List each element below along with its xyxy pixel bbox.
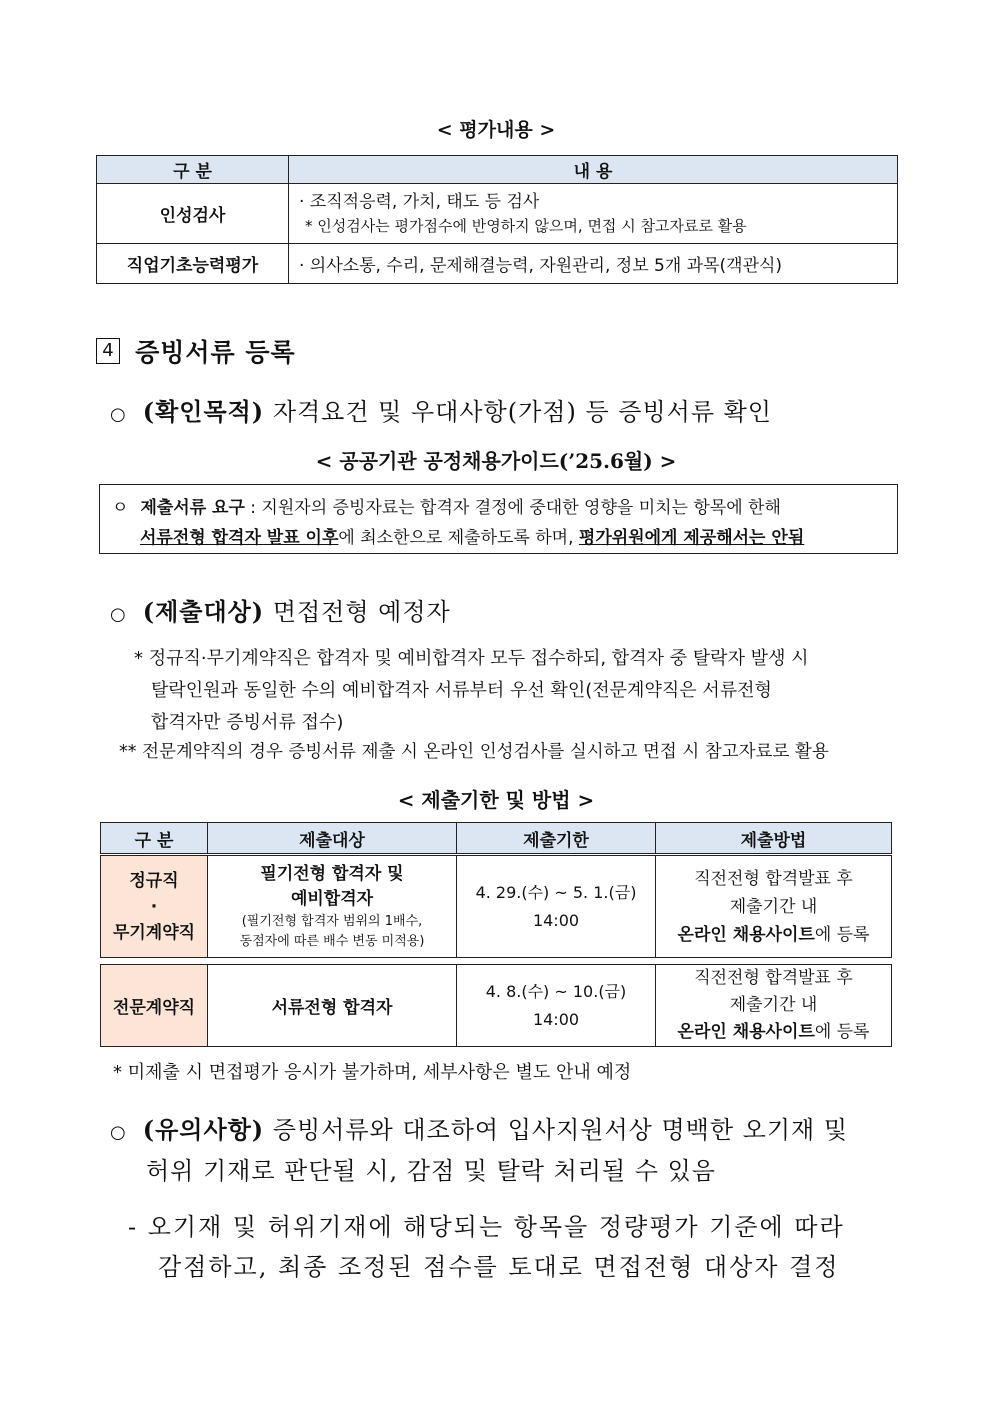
deadline-row-regular-method [656, 856, 892, 958]
target-line: 예비합격자 [290, 888, 374, 909]
deadline-header-category: 구 분 [101, 823, 208, 854]
deadline-row-expert-date [457, 965, 656, 1047]
guide-bold-2: 서류전형 합격자 발표 이후 [140, 528, 339, 548]
method-line [656, 1019, 891, 1046]
method-bold: 온라인 채용사이트 [677, 924, 815, 945]
guide-line-1 [112, 493, 781, 518]
method-line [656, 921, 891, 949]
eval-table [96, 155, 898, 284]
eval-row-ability-label: 직업기초능력평가 [97, 244, 289, 284]
deadline-row-expert-method [656, 965, 892, 1047]
note-1 [134, 643, 896, 739]
target-line [110, 592, 451, 627]
method-line: 직전전형 합격발표 후 [694, 868, 853, 889]
deadline-row-regular-category [101, 856, 208, 958]
date-line: 14:00 [532, 910, 580, 930]
note-1-line-1: * 정규직·무기계약직은 합격자 및 예비합격자 모두 접수하되, 합격자 중 탈락자 발생 시 [134, 648, 809, 669]
target-note: 동점자에 따른 배수 변동 미적용) [239, 933, 425, 949]
guide-text-2: 에 최소한으로 제출하도록 하며, [338, 528, 579, 548]
dash-line-2: 감점하고, 최종 조정된 점수를 토대로 면접전형 대상자 결정 [158, 1253, 840, 1281]
eval-row-personality-label: 인성검사 [97, 184, 289, 244]
deadline-header-method: 제출방법 [656, 823, 892, 854]
method-tail: 에 등록 [814, 924, 870, 945]
note-1-line-2: 탈락인원과 동일한 수의 예비합격자 서류부터 우선 확인(전문계약직은 서류전형 [151, 680, 772, 701]
caution-text-1: 증빙서류와 대조하여 입사지원서상 명백한 오기재 및 [272, 1116, 849, 1144]
deadline-row-expert-target: 서류전형 합격자 [208, 965, 457, 1047]
purpose-text: 자격요건 및 우대사항(가점) 등 증빙서류 확인 [272, 398, 772, 426]
eval-row-note: * 인성검사는 평가점수에 반영하지 않으며, 면접 시 참고자료로 활용 [305, 216, 747, 235]
bullet-circle: ○ [110, 1122, 127, 1143]
deadline-title: < 제출기한 및 방법 > [397, 788, 595, 812]
caution-line-2: 허위 기재로 판단될 시, 감점 및 탈락 처리될 수 있음 [146, 1157, 716, 1185]
eval-row-personality-content [289, 184, 898, 244]
caution-line-1 [110, 1110, 848, 1145]
guide-title: < 공공기관 공정채용가이드(’25.6월) > [315, 449, 677, 473]
bullet-circle: ○ [110, 604, 127, 625]
deadline-header-date: 제출기한 [457, 823, 656, 854]
guide-bold-1: 제출서류 요구 [140, 498, 245, 518]
eval-row-ability-content: · 의사소통, 수리, 문제해결능력, 자원관리, 정보 5개 과목(객관식) [289, 244, 898, 284]
caution-label: (유의사항) [142, 1115, 265, 1144]
deadline-row-expert-category: 전문계약직 [101, 965, 208, 1047]
target-text: 면접전형 예정자 [272, 598, 451, 626]
purpose-line [110, 392, 772, 427]
guide-bullet: ㅇ [112, 498, 129, 518]
method-bold: 온라인 채용사이트 [677, 1022, 815, 1042]
deadline-table [100, 822, 892, 854]
eval-table-title: < 평가내용 > [436, 119, 556, 141]
method-line: 제출기간 내 [729, 896, 818, 917]
eval-header-content: 내 용 [289, 156, 898, 184]
method-line: 직전전형 합격발표 후 [694, 968, 853, 988]
section-number-box: 4 [96, 338, 120, 364]
deadline-row-regular [100, 855, 892, 958]
deadline-row-regular-date [457, 856, 656, 958]
guide-box [99, 484, 898, 554]
method-tail: 에 등록 [814, 1022, 870, 1042]
note-2: ** 전문계약직의 경우 증빙서류 제출 시 온라인 인성검사를 실시하고 면접 시 참고자료로 활용 [119, 742, 829, 762]
section-title: 증빙서류 등록 [135, 338, 296, 367]
deadline-row-expert [100, 964, 892, 1047]
target-line: 필기전형 합격자 및 [260, 863, 404, 884]
section-heading [96, 333, 296, 367]
category-line: 정규직 [129, 870, 179, 891]
guide-line-2 [140, 523, 804, 548]
bullet-circle: ○ [110, 404, 127, 425]
note-1-line-3: 합격자만 증빙서류 접수) [151, 712, 344, 733]
method-line: 제출기간 내 [729, 995, 818, 1015]
date-line: 4. 29.(수) ~ 5. 1.(금) [475, 882, 637, 902]
guide-bold-3: 평가위원에게 제공해서는 안됨 [578, 528, 805, 548]
dash-line-1: - 오기재 및 허위기재에 해당되는 항목을 정량평가 기준에 따라 [128, 1213, 845, 1241]
target-note: (필기전형 합격자 범위의 1배수, [241, 913, 423, 929]
deadline-header-target: 제출대상 [208, 823, 457, 854]
category-line: · [150, 896, 158, 917]
eval-row-line: · 조직적응력, 가치, 태도 등 검사 [299, 191, 540, 212]
category-line: 무기계약직 [112, 922, 196, 943]
purpose-label: (확인목적) [142, 397, 265, 426]
date-line: 14:00 [532, 1009, 580, 1029]
eval-header-category: 구 분 [97, 156, 289, 184]
guide-text-1: : 지원자의 증빙자료는 합격자 결정에 중대한 영향을 미치는 항목에 한해 [244, 498, 781, 518]
note-3: * 미제출 시 면접평가 응시가 불가하며, 세부사항은 별도 안내 예정 [113, 1062, 632, 1083]
target-label: (제출대상) [142, 597, 265, 626]
date-line: 4. 8.(수) ~ 10.(금) [485, 981, 627, 1001]
deadline-row-regular-target [208, 856, 457, 958]
